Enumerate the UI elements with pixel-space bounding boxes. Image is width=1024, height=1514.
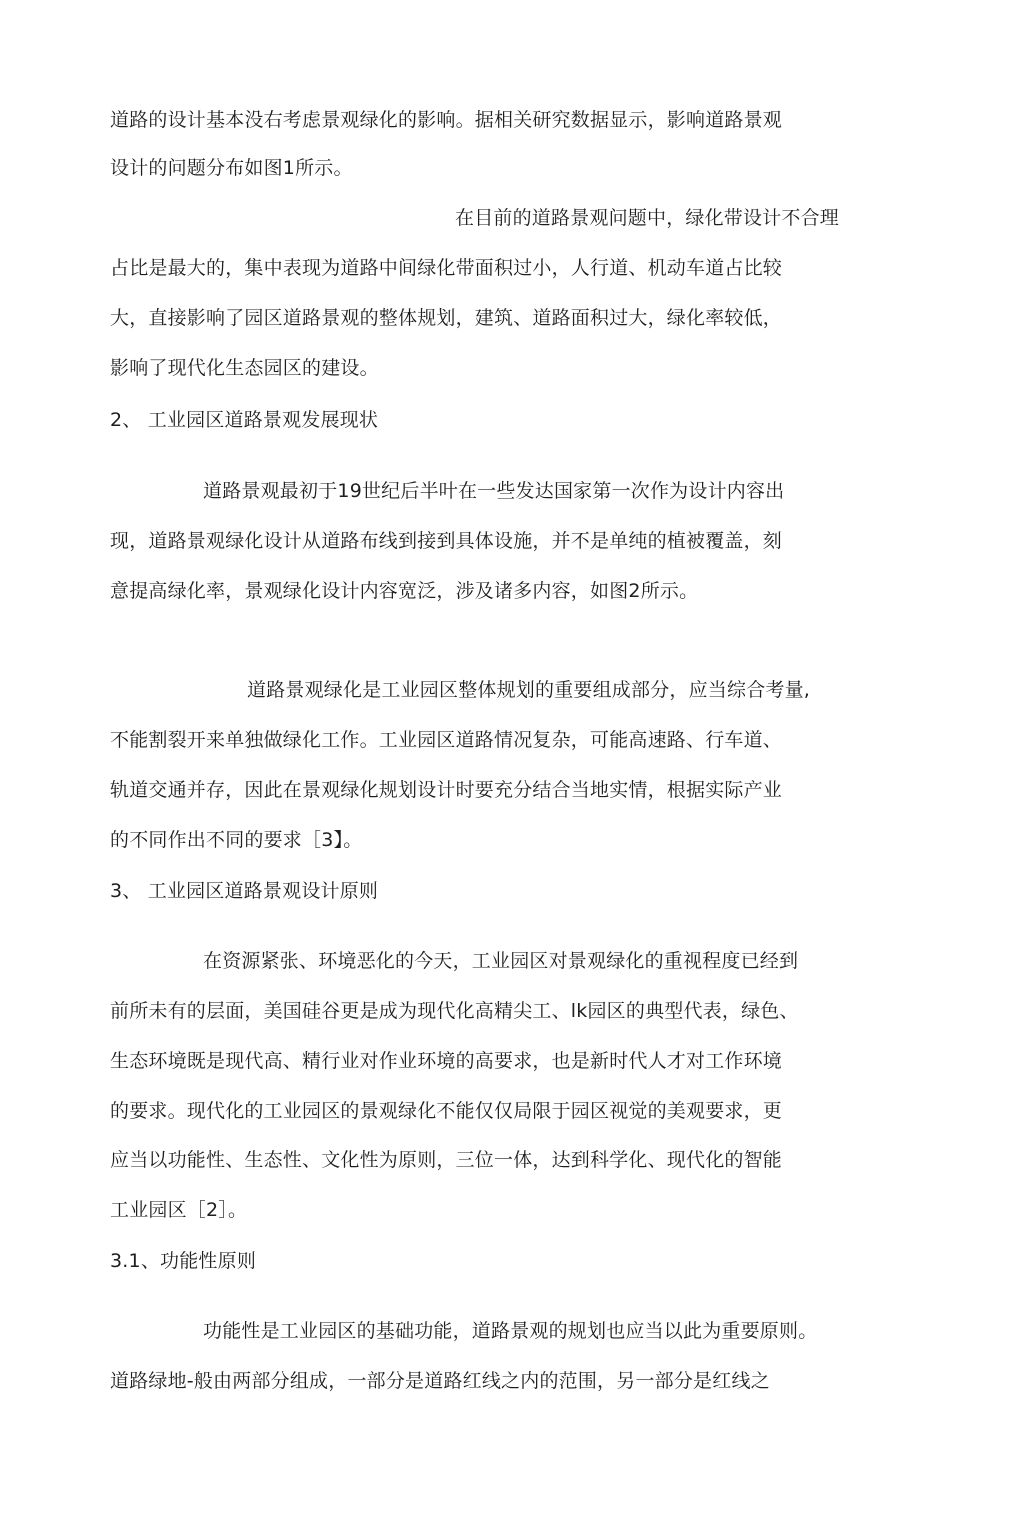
body-text-line: 生态环境既是现代高、精行业对作业环境的高要求，也是新时代人才对工作环境	[110, 1050, 783, 1072]
section-heading: 2、 工业园区道路景观发展现状	[110, 409, 379, 431]
body-text-line: 应当以功能性、生态性、文化性为原则，三位一体，达到科学化、现代化的智能	[110, 1149, 783, 1171]
body-text-line: 在目前的道路景观问题中，绿化带设计不合理	[455, 207, 840, 229]
body-text-line: 轨道交通并存，因此在景观绿化规划设计时要充分结合当地实情，根据实际产业	[110, 779, 783, 801]
body-text-line: 影响了现代化生态园区的建设。	[110, 357, 379, 379]
body-text-line: 不能割裂开来单独做绿化工作。工业园区道路情况复杂，可能高速路、行车道、	[110, 729, 783, 751]
subsection-heading: 3.1、功能性原则	[110, 1250, 257, 1272]
body-text-line: 功能性是工业园区的基础功能，道路景观的规划也应当以此为重要原则。	[203, 1320, 818, 1342]
body-text-line: 意提高绿化率，景观绿化设计内容宽泛，涉及诸多内容，如图2所示。	[110, 580, 699, 602]
body-text-line: 道路景观绿化是工业园区整体规划的重要组成部分，应当综合考量,	[247, 679, 811, 701]
body-text-line: 道路绿地-般由两部分组成，一部分是道路红线之内的范围，另一部分是红线之	[110, 1370, 770, 1392]
body-text-line: 的不同作出不同的要求［3】。	[110, 829, 363, 851]
body-text-line: 大，直接影响了园区道路景观的整体规划，建筑、道路面积过大，绿化率较低，	[110, 307, 783, 329]
body-text-line: 占比是最大的，集中表现为道路中间绿化带面积过小，人行道、机动车道占比较	[110, 257, 783, 279]
body-text-line: 工业园区［2］。	[110, 1199, 248, 1221]
body-text-line: 道路景观最初于19世纪后半叶在一些发达国家第一次作为设计内容出	[203, 480, 785, 502]
body-text-line: 道路的设计基本没右考虑景观绿化的影响。据相关研究数据显示，影响道路景观	[110, 109, 783, 131]
section-heading: 3、 工业园区道路景观设计原则	[110, 880, 379, 902]
body-text-line: 设计的问题分布如图1所示。	[110, 157, 353, 179]
body-text-line: 现，道路景观绿化设计从道路布线到接到具体设施，并不是单纯的植被覆盖，刻	[110, 530, 783, 552]
body-text-line: 的要求。现代化的工业园区的景观绿化不能仅仅局限于园区视觉的美观要求，更	[110, 1100, 783, 1122]
body-text-line: 在资源紧张、环境恶化的今天，工业园区对景观绿化的重视程度已经到	[203, 950, 799, 972]
body-text-line: 前所未有的层面，美国硅谷更是成为现代化高精尖工、lk园区的典型代表，绿色、	[110, 1000, 799, 1022]
